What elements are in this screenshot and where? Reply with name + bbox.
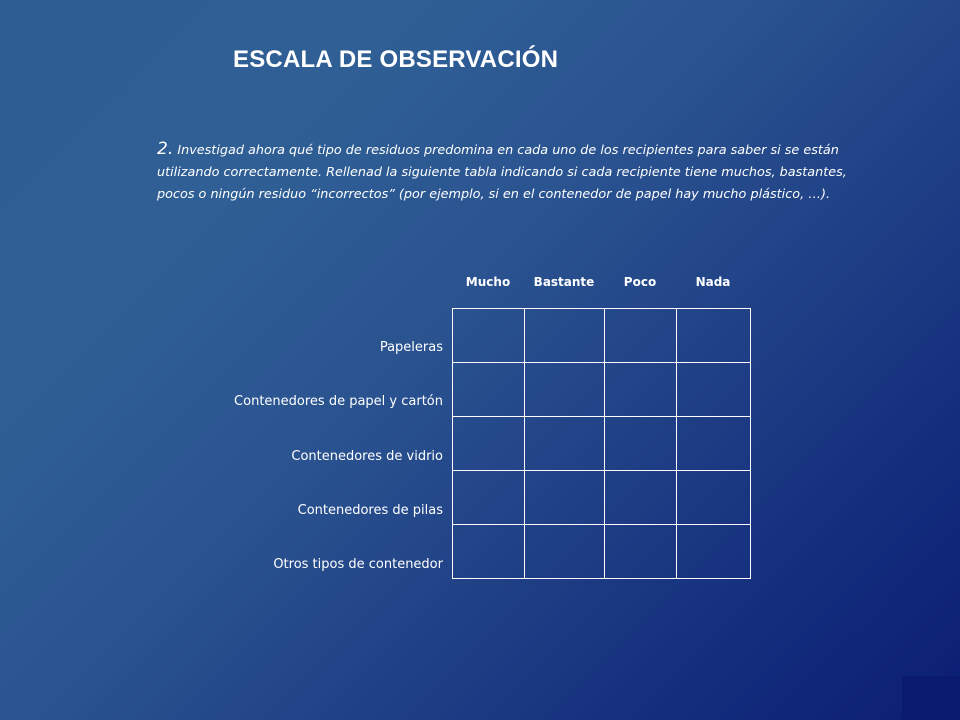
grid-cell-vidrio-poco[interactable] <box>605 417 677 471</box>
grid-cell-otros-bastante[interactable] <box>525 525 605 579</box>
grid-cell-vidrio-nada[interactable] <box>677 417 751 471</box>
instruction-text: Investigad ahora qué tipo de residuos predomina en cada uno de los recipientes para saber si se están utilizando correctamente. Rellenad la siguiente tabla indicando si cada recipiente tiene muchos, bastantes, pocos o ningún residuo “incorrectos” (por ejemplo, si en el contenedor de papel hay mucho plástico, …). <box>157 143 847 202</box>
grid-row <box>453 525 751 579</box>
slide-title: ESCALA DE OBSERVACIÓN <box>233 46 559 73</box>
column-header-poco: Poco <box>623 275 657 289</box>
grid-row <box>453 309 751 363</box>
row-label-contenedores-pilas: Contenedores de pilas <box>297 503 443 518</box>
row-label-contenedores-papel-carton: Contenedores de papel y cartón <box>234 394 443 409</box>
grid-row <box>453 471 751 525</box>
grid-cell-pilas-nada[interactable] <box>677 471 751 525</box>
grid-cell-papeleras-nada[interactable] <box>677 309 751 363</box>
observation-grid <box>452 308 751 579</box>
row-label-papeleras: Papeleras <box>379 340 443 355</box>
grid-cell-otros-poco[interactable] <box>605 525 677 579</box>
grid-cell-vidrio-bastante[interactable] <box>525 417 605 471</box>
grid-cell-pilas-mucho[interactable] <box>453 471 525 525</box>
grid-cell-pilas-poco[interactable] <box>605 471 677 525</box>
grid-cell-otros-mucho[interactable] <box>453 525 525 579</box>
grid-cell-papeleras-bastante[interactable] <box>525 309 605 363</box>
row-label-contenedores-vidrio: Contenedores de vidrio <box>291 449 443 464</box>
column-header-nada: Nada <box>695 275 731 289</box>
grid-cell-papel-carton-poco[interactable] <box>605 363 677 417</box>
instruction-paragraph <box>157 138 887 206</box>
grid-cell-vidrio-mucho[interactable] <box>453 417 525 471</box>
grid-cell-papeleras-mucho[interactable] <box>453 309 525 363</box>
grid-cell-papel-carton-mucho[interactable] <box>453 363 525 417</box>
grid-row <box>453 363 751 417</box>
instruction-number: 2. <box>157 139 174 159</box>
corner-decoration <box>902 676 960 720</box>
row-label-otros-contenedores: Otros tipos de contenedor <box>273 557 443 572</box>
grid-cell-papeleras-poco[interactable] <box>605 309 677 363</box>
column-header-mucho: Mucho <box>465 275 511 289</box>
column-header-bastante: Bastante <box>533 275 595 289</box>
grid-cell-otros-nada[interactable] <box>677 525 751 579</box>
grid-row <box>453 417 751 471</box>
grid-cell-papel-carton-bastante[interactable] <box>525 363 605 417</box>
grid-cell-papel-carton-nada[interactable] <box>677 363 751 417</box>
grid-cell-pilas-bastante[interactable] <box>525 471 605 525</box>
